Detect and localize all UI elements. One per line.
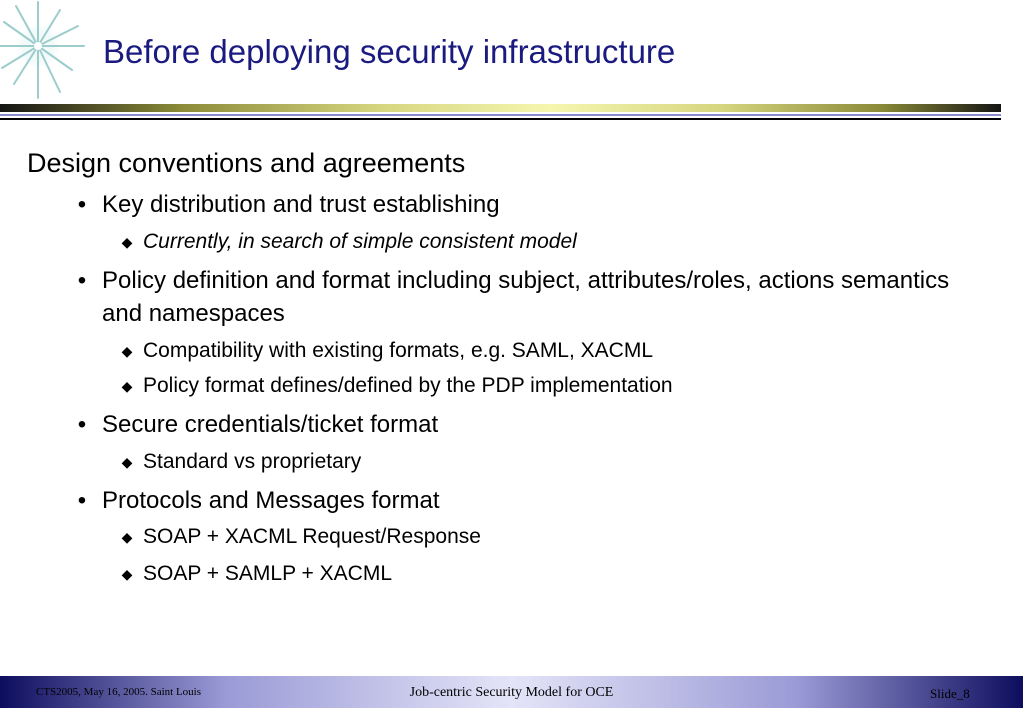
title-rule-black [0,118,1001,120]
title-rule-blue [0,114,1001,116]
bullet-text: Secure credentials/ticket format [102,411,439,438]
bullet-dot-icon: • [77,487,87,514]
sub-bullet-text: Policy format defines/defined by the PDP implementation [143,374,673,397]
sub-bullet-text: SOAP + SAMLP + XACML [143,562,393,585]
bullet-text: Protocols and Messages format [102,487,440,514]
bullet-dot-icon: • [77,191,87,218]
sub-bullet-item [121,448,983,476]
bullet-dot-icon: • [77,267,87,294]
diamond-bullet-icon: ◆ [121,454,133,470]
bullet-item [77,188,982,221]
footer-conference: CTS2005, May 16, 2005. Saint Louis [36,686,202,698]
bullet-text: Key distribution and trust establishing [102,191,500,218]
sub-bullet-text: Currently, in search of simple consistent model [143,230,577,253]
title-gradient-bar [0,104,1001,112]
sub-bullet-item [121,523,983,551]
sub-bullet-item [121,337,983,365]
footer-presentation-title: Job-centric Security Model for OCE [409,685,614,700]
sub-bullet-item [121,560,983,588]
diamond-bullet-icon: ◆ [121,343,133,359]
bullet-text: Policy definition and format including subject, attributes/roles, actions semantics and namespaces [102,267,950,327]
diamond-bullet-icon: ◆ [121,378,133,394]
bullet-item [77,264,982,330]
section-heading: Design conventions and agreements [27,148,466,178]
sub-bullet-item [121,228,983,256]
bullet-item [77,484,982,517]
bullet-dot-icon: • [77,411,87,438]
slide-title: Before deploying security infrastructure [103,33,676,70]
sub-bullet-text: SOAP + XACML Request/Response [143,525,481,548]
diamond-bullet-icon: ◆ [121,529,133,545]
starburst-icon [0,0,90,104]
diamond-bullet-icon: ◆ [121,234,133,250]
sub-bullet-text: Standard vs proprietary [143,450,362,473]
sub-bullet-item [121,372,983,400]
slide-footer [0,676,1023,708]
footer-slide-number: Slide_8 [930,686,970,701]
sub-bullet-text: Compatibility with existing formats, e.g. SAML, XACML [143,339,654,362]
diamond-bullet-icon: ◆ [121,566,133,582]
bullet-item [77,408,982,441]
